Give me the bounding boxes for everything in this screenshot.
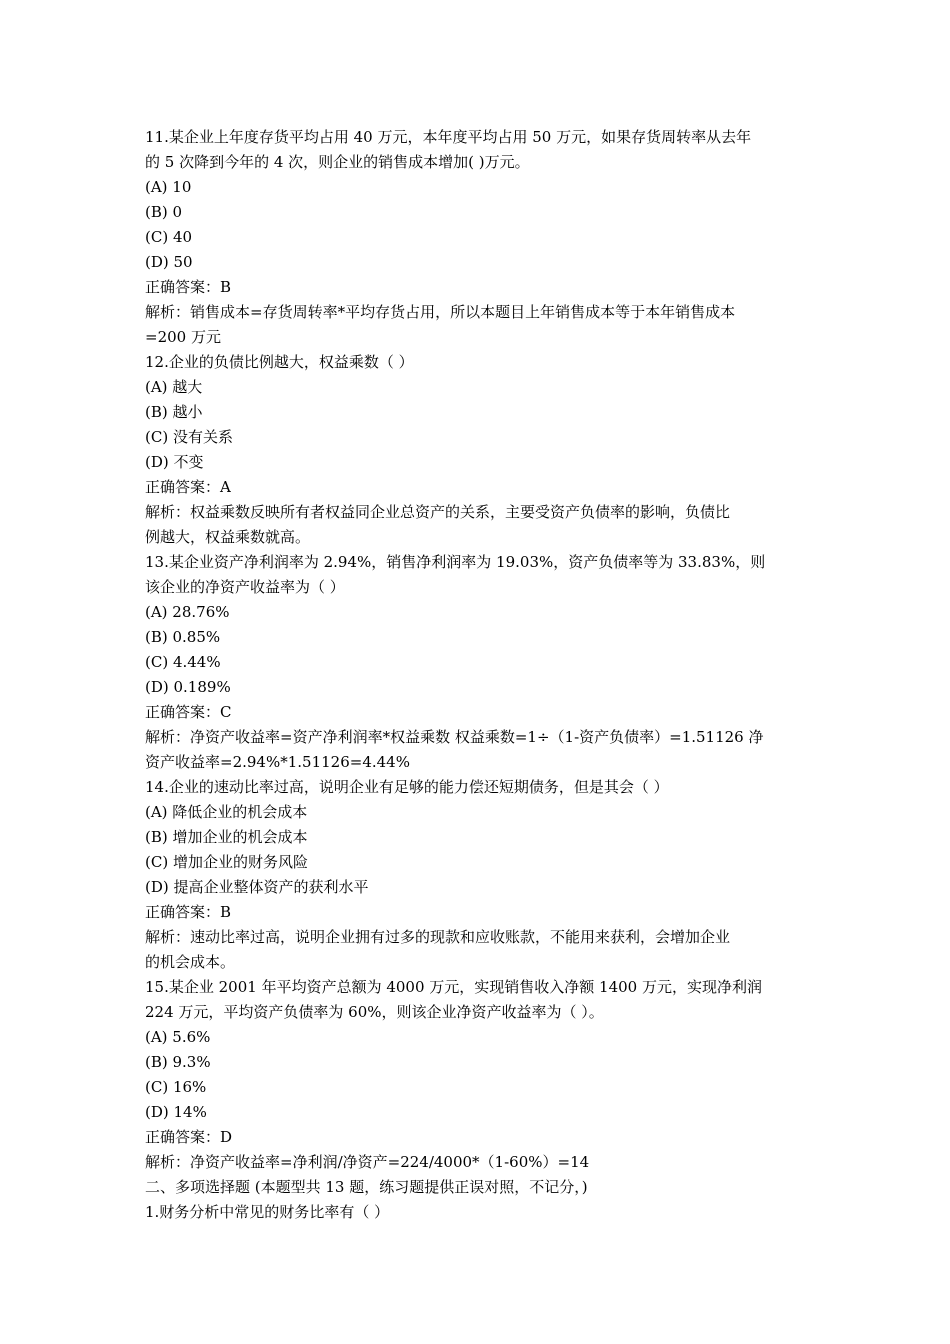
option-a: (A) 降低企业的机会成本 [145,803,308,821]
option-a: (A) 5.6% [145,1028,211,1046]
option-d: (D) 0.189% [145,678,231,696]
analysis: 解析：销售成本=存货周转率*平均存货占用，所以本题目上年销售成本等于本年销售成本 [145,303,736,321]
analysis: 资产收益率=2.94%*1.51126=4.44% [145,753,410,771]
option-c: (C) 4.44% [145,653,221,671]
option-b: (B) 增加企业的机会成本 [145,828,308,846]
analysis: 例越大，权益乘数就高。 [145,528,311,546]
analysis: =200 万元 [145,328,221,346]
option-a: (A) 28.76% [145,603,230,621]
question-stem: 14.企业的速动比率过高，说明企业有足够的能力偿还短期债务，但是其会（ ） [145,778,669,796]
option-d: (D) 14% [145,1103,207,1121]
correct-answer: 正确答案：C [145,703,232,721]
question-stem: 1.财务分析中常见的财务比率有（ ） [145,1203,390,1221]
analysis: 解析：速动比率过高，说明企业拥有过多的现款和应收账款，不能用来获利，会增加企业 [145,928,731,946]
option-b: (B) 0 [145,203,183,221]
question-12 [145,350,810,550]
option-d: (D) 不变 [145,453,204,471]
option-c: (C) 40 [145,228,193,246]
option-b: (B) 0.85% [145,628,221,646]
question-stem: 的 5 次降到今年的 4 次，则企业的销售成本增加( )万元。 [145,153,530,171]
correct-answer: 正确答案：B [145,278,232,296]
question-stem: 224 万元，平均资产负债率为 60%，则该企业净资产收益率为（ ）。 [145,1003,604,1021]
section-heading: 二、多项选择题 (本题型共 13 题，练习题提供正误对照，不记分，) [145,1178,588,1196]
option-a: (A) 越大 [145,378,203,396]
question-stem: 该企业的净资产收益率为（ ） [145,578,345,596]
analysis: 的机会成本。 [145,953,236,971]
option-d: (D) 提高企业整体资产的获利水平 [145,878,369,896]
correct-answer: 正确答案：D [145,1128,233,1146]
correct-answer: 正确答案：A [145,478,231,496]
analysis: 解析：权益乘数反映所有者权益同企业总资产的关系，主要受资产负债率的影响，负债比 [145,503,731,521]
analysis: 解析：净资产收益率=资产净利润率*权益乘数 权益乘数=1÷（1-资产负债率）=1.51126 净 [145,728,764,746]
option-b: (B) 越小 [145,403,203,421]
option-c: (C) 没有关系 [145,428,233,446]
option-c: (C) 16% [145,1078,207,1096]
question-15 [145,975,810,1175]
question-13 [145,550,810,775]
question-stem: 13.某企业资产净利润率为 2.94%，销售净利润率为 19.03%，资产负债率等为 33.83%，则 [145,553,766,571]
option-d: (D) 50 [145,253,193,271]
question-14 [145,775,810,975]
option-b: (B) 9.3% [145,1053,211,1071]
correct-answer: 正确答案：B [145,903,232,921]
analysis: 解析：净资产收益率=净利润/净资产=224/4000*（1-60%）=14 [145,1153,590,1171]
option-c: (C) 增加企业的财务风险 [145,853,308,871]
question-stem: 12.企业的负债比例越大，权益乘数（ ） [145,353,414,371]
question-stem: 11.某企业上年度存货平均占用 40 万元，本年度平均占用 50 万元，如果存货周转率从去年 [145,128,752,146]
option-a: (A) 10 [145,178,192,196]
question-11 [145,125,810,350]
question-stem: 15.某企业 2001 年平均资产总额为 4000 万元，实现销售收入净额 1400 万元，实现净利润 [145,978,762,996]
document-page [145,125,810,1225]
